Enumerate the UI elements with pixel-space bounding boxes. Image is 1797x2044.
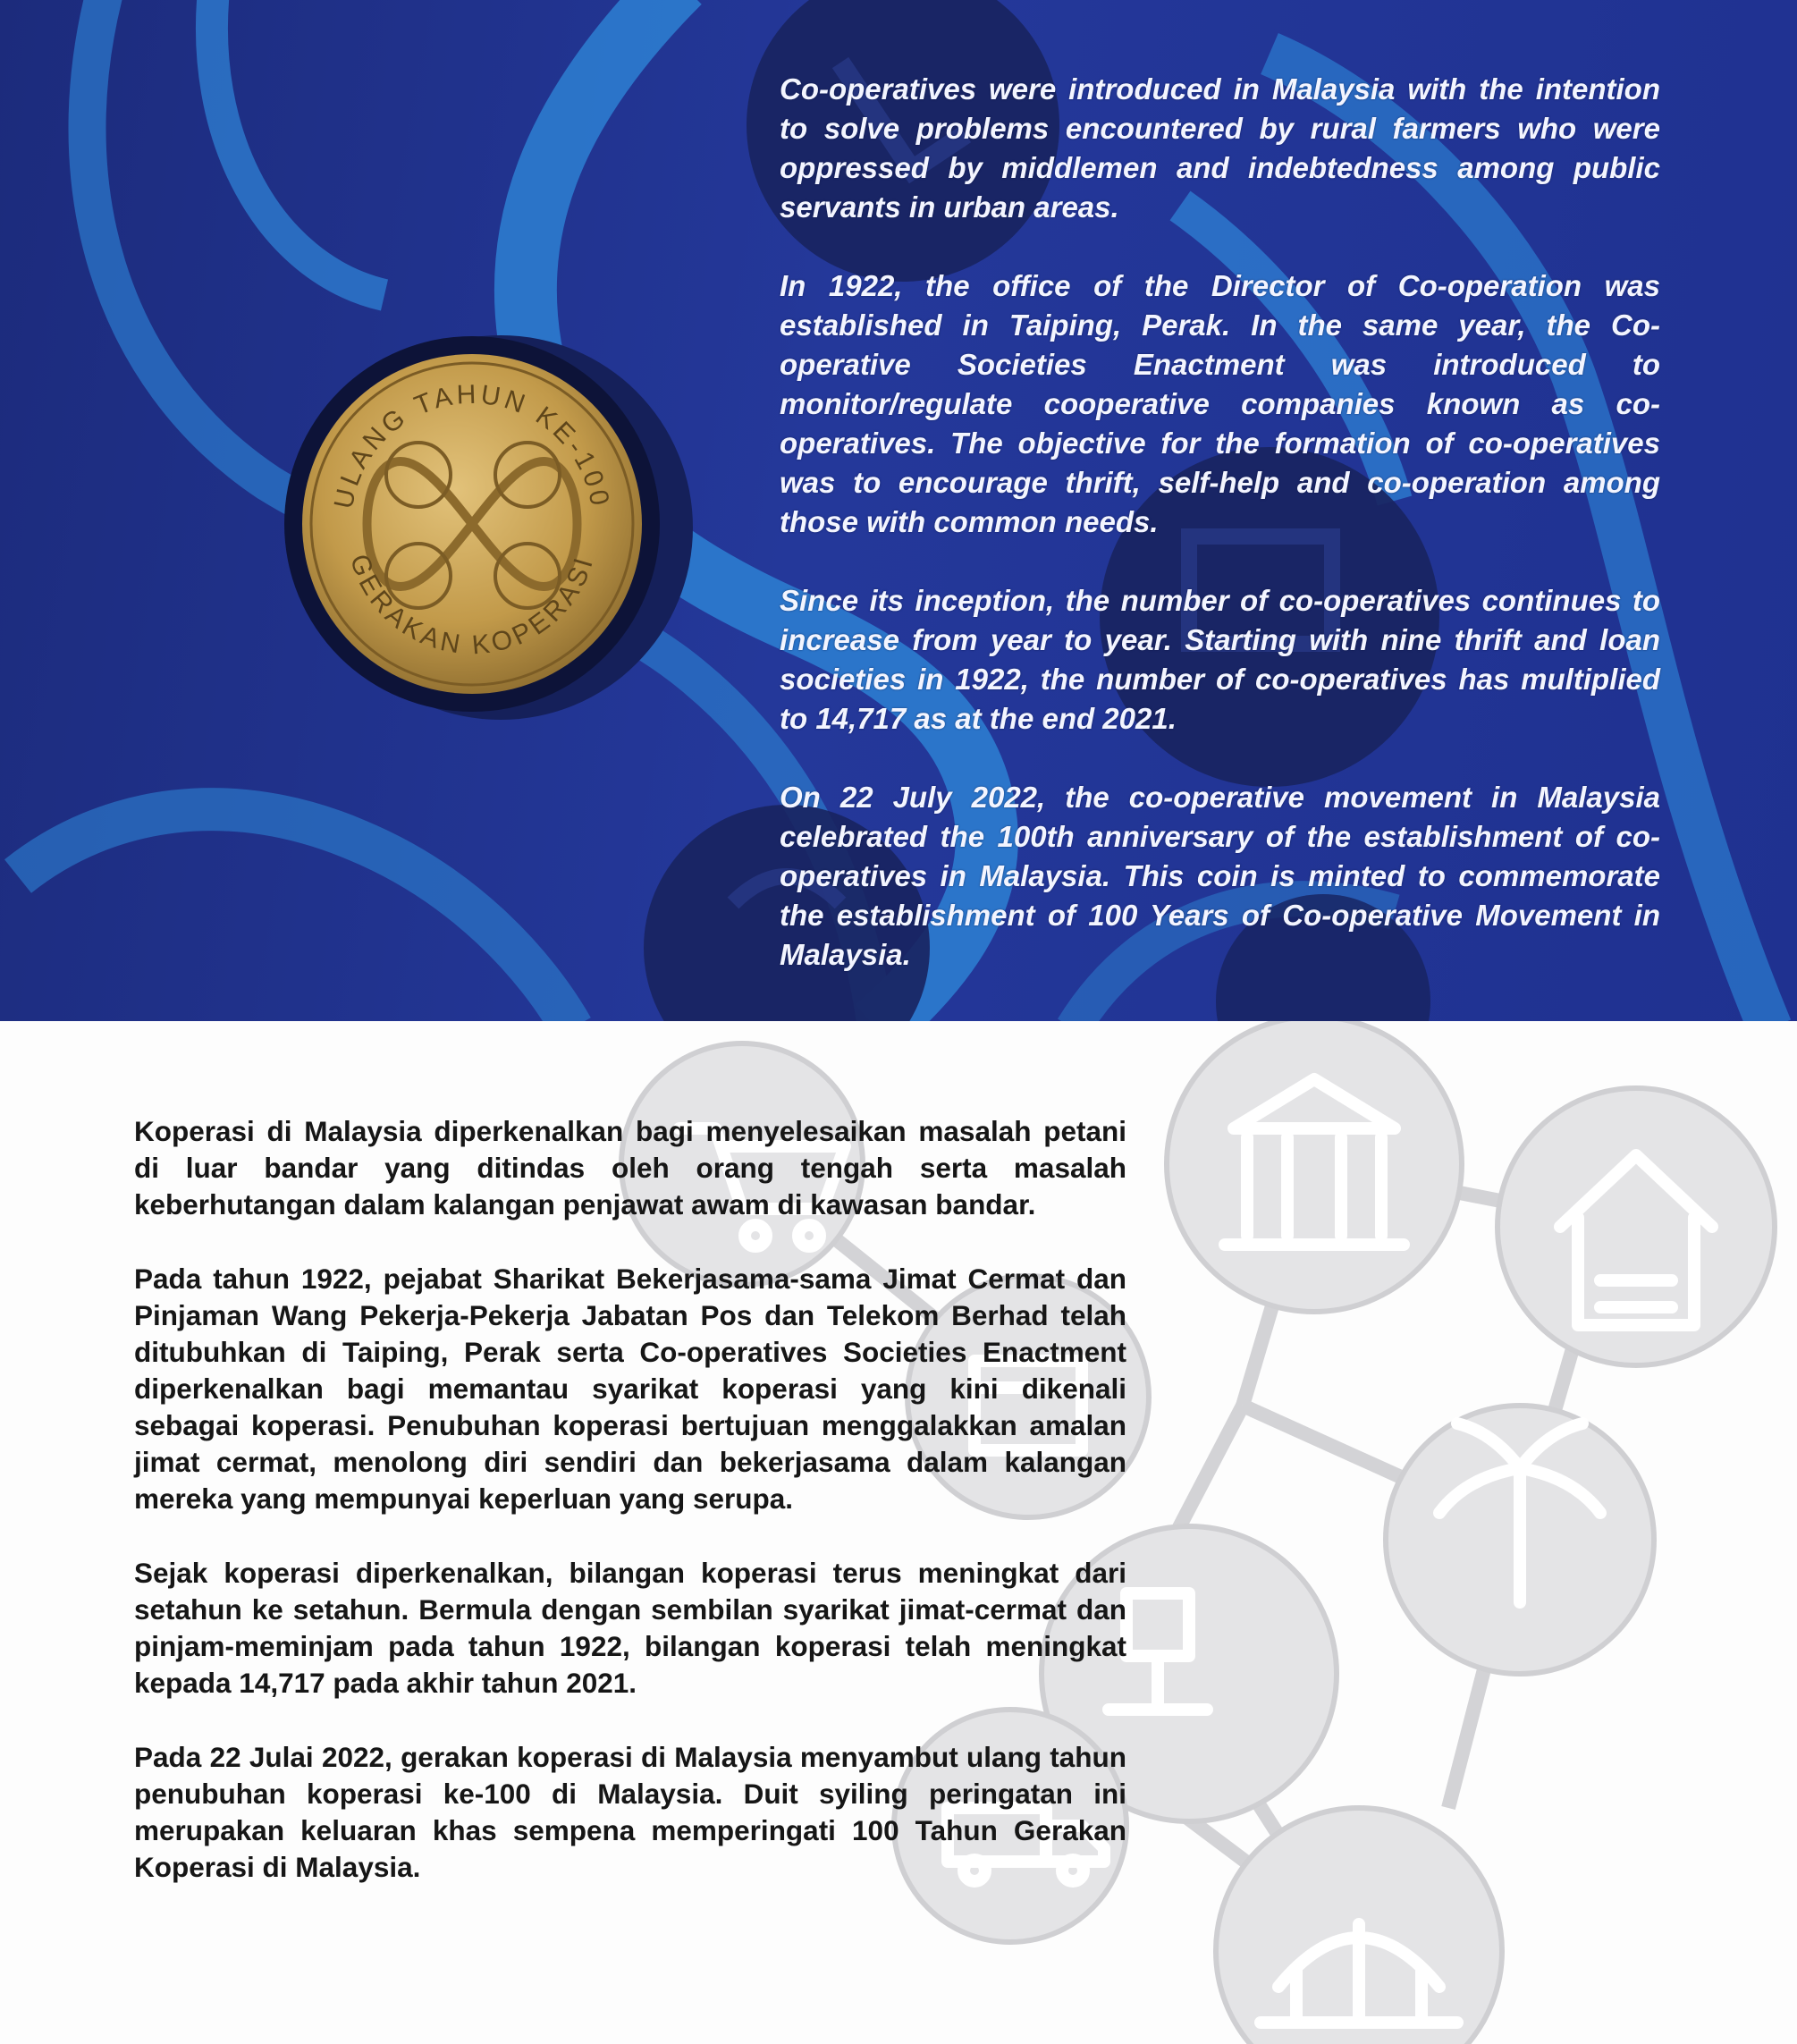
english-paragraph-4: On 22 July 2022, the co-operative movement in Malaysia celebrated the 100th anniversary of the establishment of co-operatives in Malaysia. This coin is minted to commemorate the establishment of 100 Years of Co-operative Movement in Malaysia. <box>780 781 1660 971</box>
bottom-white-panel <box>0 1021 1797 2044</box>
malay-paragraph-2: Pada tahun 1922, pejabat Sharikat Bekerjasama-sama Jimat Cermat dan Pinjaman Wang Pekerja-Pekerja Jabatan Pos dan Telekom Berhad telah ditubuhkan di Taiping, Perak serta Co-operatives Societies Enactment diperkenalkan bagi memantau syarikat koperasi yang kini dikenali sebagai koperasi. Penubuhan koperasi bertujuan menggalakkan amalan jimat cermat, menolong diri sendiri dan bekerjasama dalam kalangan mereka yang mempunyai keperluan yang serupa. <box>134 1263 1126 1515</box>
english-description <box>780 70 1660 1014</box>
malay-paragraph-4: Pada 22 Julai 2022, gerakan koperasi di Malaysia menyambut ulang tahun penubuhan koperasi ke-100 di Malaysia. Duit syiling peringatan ini merupakan keluaran khas sempena memperingati 100 Tahun Gerakan Koperasi di Malaysia. <box>134 1741 1126 1883</box>
malay-description <box>134 1113 1126 1923</box>
commemorative-coin <box>284 336 660 712</box>
top-blue-panel <box>0 0 1797 1021</box>
english-paragraph-1: Co-operatives were introduced in Malaysia with the intention to solve problems encountered by rural farmers who were oppressed by middlemen and indebtedness among public servants in urban areas. <box>780 72 1660 224</box>
english-paragraph-3: Since its inception, the number of co-operatives continues to increase from year to year. Starting with nine thrift and loan societies in 1922, the number of co-operatives has multiplied to 14,717 as at the end 2021. <box>780 584 1660 735</box>
english-paragraph-2: In 1922, the office of the Director of Co-operation was established in Taiping, Perak. In the same year, the Co-operative Societies Enactment was introduced to monitor/regulate cooperative companies known as co-operatives. The objective for the formation of co-operatives was to encourage thrift, self-help and co-operation among those with common needs. <box>780 269 1660 538</box>
coin-inscription-bottom: GERAKAN KOPERASI <box>343 550 600 661</box>
malay-paragraph-1: Koperasi di Malaysia diperkenalkan bagi menyelesaikan masalah petani di luar bandar yang ditindas oleh orang tengah serta masalah keberhutangan dalam kalangan penjawat awam di kawasan bandar. <box>134 1115 1126 1220</box>
coin-inscription-top: ULANG TAHUN KE-100 <box>328 379 616 511</box>
malay-paragraph-3: Sejak koperasi diperkenalkan, bilangan koperasi terus meningkat dari setahun ke setahun. Bermula dengan sembilan syarikat jimat-cermat dan pinjam-meminjam pada tahun 1922, bilangan koperasi telah meningkat kepada 14,717 pada akhir tahun 2021. <box>134 1557 1126 1699</box>
